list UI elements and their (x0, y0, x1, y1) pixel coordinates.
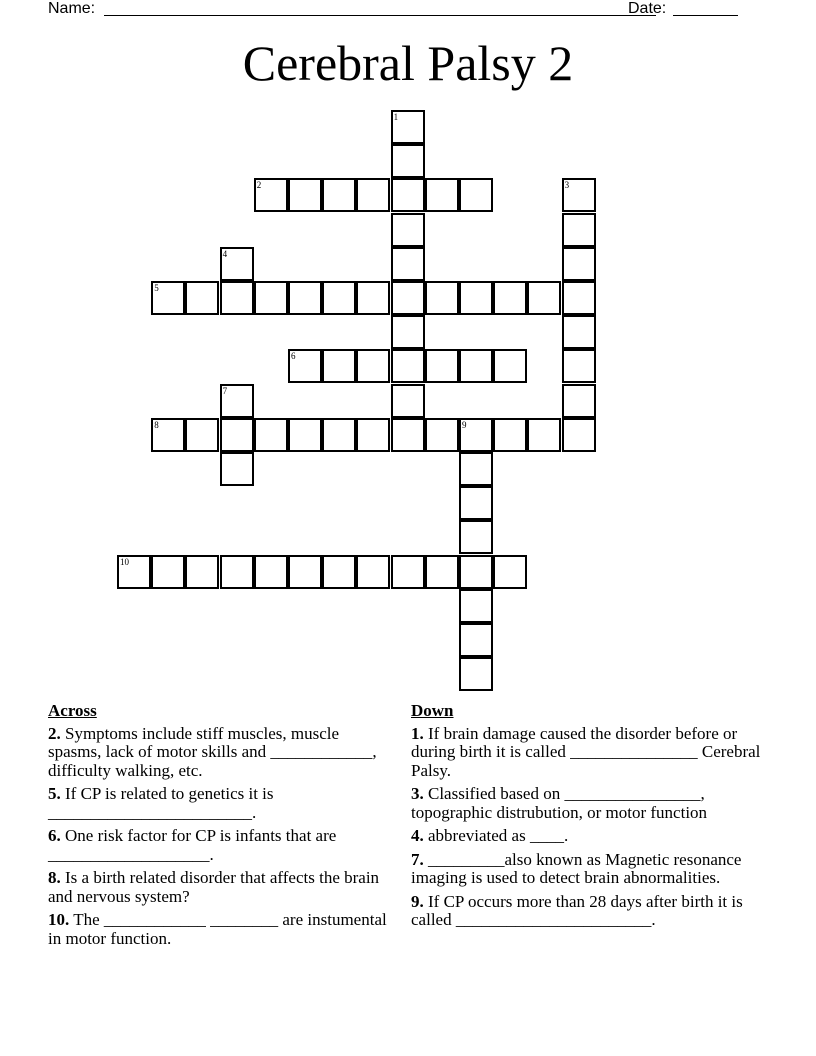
crossword-cell[interactable] (391, 247, 425, 281)
down-heading: Down (411, 701, 454, 720)
down-clues (411, 702, 771, 935)
crossword-cell[interactable] (220, 418, 254, 452)
clue-number: 10. (48, 910, 70, 929)
clue-number: 6. (48, 826, 61, 845)
crossword-cell[interactable] (185, 281, 219, 315)
crossword-cell[interactable] (185, 418, 219, 452)
crossword-cell[interactable] (391, 213, 425, 247)
clue-number-label: 6 (291, 351, 296, 362)
across-clues (48, 702, 393, 953)
across-clue (48, 869, 393, 906)
name-label: Name: (48, 0, 96, 17)
crossword-cell[interactable] (562, 418, 596, 452)
crossword-cell[interactable] (459, 520, 493, 554)
clue-number-label: 9 (462, 419, 467, 430)
clue-text: abbreviated as ____. (428, 826, 569, 845)
crossword-cell[interactable] (322, 349, 356, 383)
clue-text: If CP occurs more than 28 days after birth it is called _______________________. (411, 891, 743, 929)
crossword-cell[interactable] (425, 418, 459, 452)
crossword-cell[interactable] (391, 315, 425, 349)
crossword-cell[interactable] (459, 589, 493, 623)
down-clue (411, 851, 771, 888)
crossword-cell[interactable] (391, 110, 425, 144)
clue-text: Classified based on ________________, topographic distrubution, or motor function (411, 784, 708, 822)
crossword-cell[interactable] (493, 349, 527, 383)
clue-text: One risk factor for CP is infants that are ___________________. (48, 826, 337, 864)
down-clue (411, 725, 771, 781)
crossword-cell[interactable] (356, 555, 390, 589)
crossword-cell[interactable] (562, 178, 596, 212)
crossword-cell[interactable] (527, 418, 561, 452)
clue-number-label: 10 (120, 556, 129, 567)
clue-number: 1. (411, 723, 424, 743)
crossword-cell[interactable] (459, 555, 493, 589)
crossword-cell[interactable] (459, 657, 493, 691)
crossword-cell[interactable] (117, 555, 151, 589)
crossword-cell[interactable] (288, 281, 322, 315)
clue-number: 3. (411, 784, 424, 803)
crossword-cell[interactable] (562, 281, 596, 315)
crossword-cell[interactable] (391, 418, 425, 452)
crossword-cell[interactable] (254, 178, 288, 212)
across-clue (48, 827, 393, 864)
crossword-cell[interactable] (527, 281, 561, 315)
crossword-cell[interactable] (356, 178, 390, 212)
clue-number-label: 8 (154, 419, 159, 430)
crossword-cell[interactable] (288, 418, 322, 452)
crossword-cell[interactable] (356, 418, 390, 452)
crossword-cell[interactable] (459, 418, 493, 452)
clue-number-label: 1 (393, 112, 399, 122)
crossword-cell[interactable] (493, 281, 527, 315)
crossword-cell[interactable] (391, 144, 425, 178)
crossword-cell[interactable] (220, 555, 254, 589)
clue-number-label: 2 (256, 180, 262, 191)
crossword-cell[interactable] (459, 178, 493, 212)
crossword-cell[interactable] (288, 178, 322, 212)
crossword-cell[interactable] (493, 555, 527, 589)
crossword-cell[interactable] (562, 315, 596, 349)
crossword-cell[interactable] (562, 384, 596, 418)
down-clue (411, 827, 771, 846)
crossword-cell[interactable] (562, 349, 596, 383)
across-clue (48, 911, 393, 948)
clue-text: If CP is related to genetics it is ________________________. (48, 784, 274, 822)
clue-number: 7. (411, 849, 424, 869)
crossword-cell[interactable] (288, 555, 322, 589)
across-clue (48, 725, 393, 781)
crossword-cell[interactable] (356, 281, 390, 315)
crossword-cell[interactable] (459, 452, 493, 486)
clue-number: 9. (411, 891, 424, 911)
clue-number-label: 3 (564, 180, 570, 191)
crossword-cell[interactable] (151, 418, 185, 452)
crossword-cell[interactable] (425, 178, 459, 212)
crossword-cell[interactable] (220, 247, 254, 281)
crossword-cell[interactable] (493, 418, 527, 452)
crossword-cell[interactable] (151, 555, 185, 589)
clue-text: _________also known as Magnetic resonance imaging is used to detect brain abnormalities. (411, 849, 742, 887)
clue-number: 2. (48, 723, 61, 743)
clue-text: The ____________ ________ are instumental in motor function. (48, 910, 387, 948)
clue-number: 5. (48, 784, 61, 803)
crossword-cell[interactable] (288, 349, 322, 383)
crossword-cell[interactable] (254, 555, 288, 589)
crossword-cell[interactable] (425, 349, 459, 383)
page-title: Cerebral Palsy 2 (242, 35, 574, 91)
crossword-cell[interactable] (391, 349, 425, 383)
crossword-cell[interactable] (220, 281, 254, 315)
crossword-cell[interactable] (459, 349, 493, 383)
clue-number-label: 7 (222, 385, 228, 396)
clue-text: Symptoms include stiff muscles, muscle spasms, lack of motor skills and ____________, difficulty walking, etc. (48, 723, 377, 780)
clue-number: 4. (411, 826, 424, 845)
clue-text: Is a birth related disorder that affects the brain and nervous system? (48, 868, 380, 906)
date-label: Date: (628, 0, 667, 17)
clue-number-label: 4 (222, 248, 228, 259)
crossword-cell[interactable] (391, 281, 425, 315)
down-clue (411, 785, 771, 822)
crossword-cell[interactable] (562, 213, 596, 247)
crossword-cell[interactable] (356, 349, 390, 383)
crossword-cell[interactable] (459, 486, 493, 520)
crossword-cell[interactable] (322, 555, 356, 589)
crossword-cell[interactable] (322, 418, 356, 452)
crossword-cell[interactable] (562, 247, 596, 281)
crossword-cell[interactable] (425, 281, 459, 315)
across-heading: Across (48, 701, 97, 720)
crossword-cell[interactable] (391, 384, 425, 418)
clue-text: If brain damage caused the disorder before or during birth it is called _______________ Cerebral Palsy. (411, 723, 761, 780)
crossword-cell[interactable] (459, 623, 493, 657)
crossword-cell[interactable] (391, 555, 425, 589)
crossword-cell[interactable] (185, 555, 219, 589)
crossword-cell[interactable] (254, 418, 288, 452)
down-clue (411, 893, 771, 930)
crossword-cell[interactable] (220, 452, 254, 486)
crossword-cell[interactable] (391, 178, 425, 212)
crossword-cell[interactable] (322, 178, 356, 212)
clue-number-label: 5 (154, 283, 159, 293)
clue-number: 8. (48, 868, 61, 887)
across-clue (48, 785, 393, 822)
crossword-cell[interactable] (254, 281, 288, 315)
name-blank-line[interactable] (104, 15, 656, 16)
worksheet-header (48, 0, 768, 20)
crossword-cell[interactable] (151, 281, 185, 315)
crossword-cell[interactable] (425, 555, 459, 589)
date-blank-line[interactable] (673, 15, 738, 16)
crossword-cell[interactable] (322, 281, 356, 315)
crossword-cell[interactable] (459, 281, 493, 315)
crossword-cell[interactable] (220, 384, 254, 418)
